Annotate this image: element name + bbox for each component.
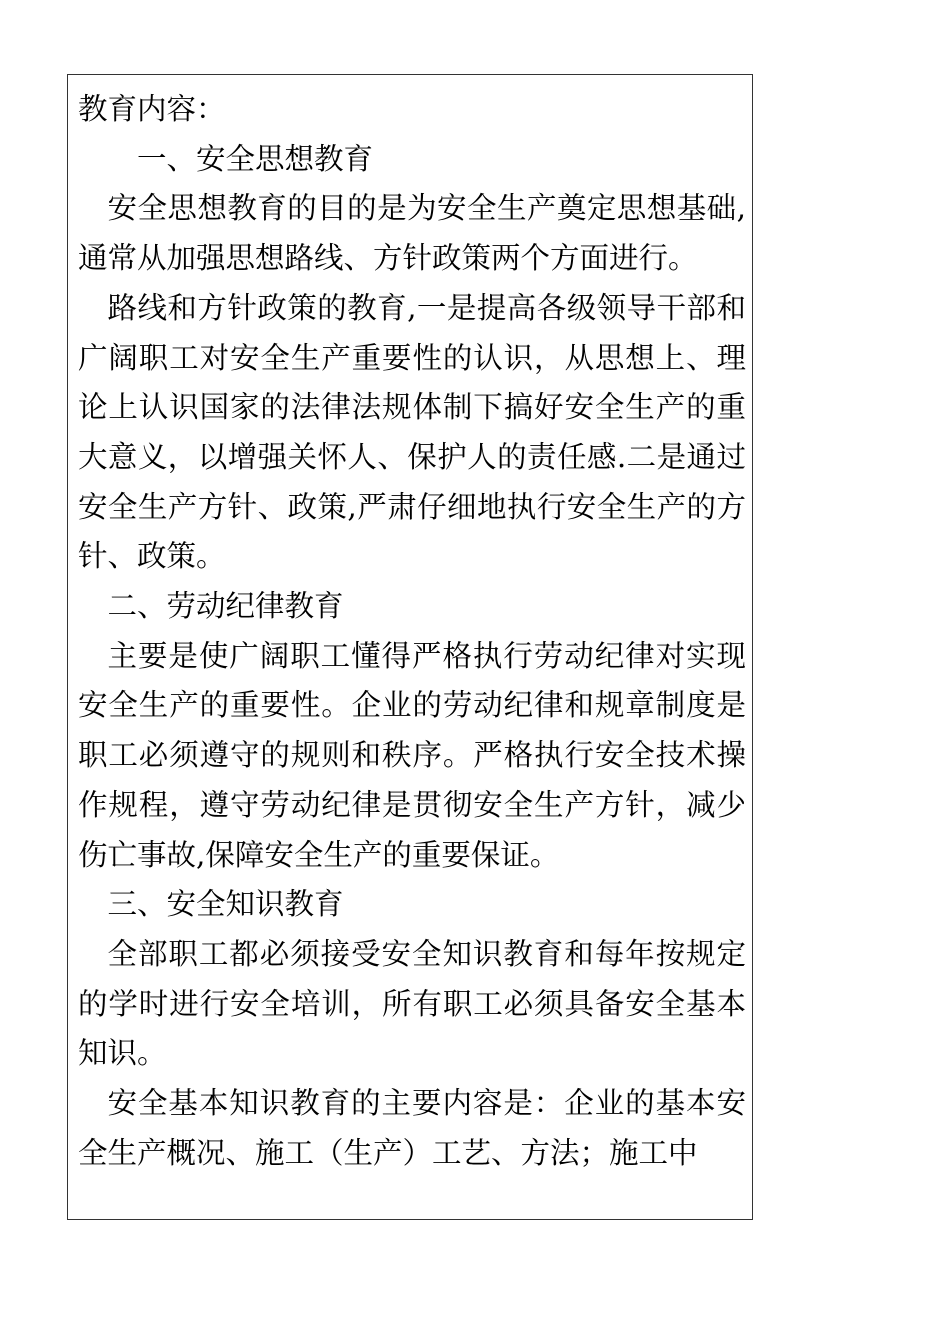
paragraph: 安全基本知识教育的主要内容是：企业的基本安全生产概况、施工（生产）工艺、方法；施工中: [78, 1086, 746, 1170]
paragraph: 安全思想教育的目的是为安全生产奠定思想基础,通常从加强思想路线、方针政策两个方面进行。: [78, 191, 746, 276]
section-heading-1: 一、安全思想教育: [137, 141, 374, 176]
paragraph: 主要是使广阔职工懂得严格执行劳动纪律对实现安全生产的重要性。企业的劳动纪律和规章制度是职工必须遵守的规则和秩序。严格执行安全技术操作规程，遵守劳动纪律是贯彻安全生产方针，减少伤亡事故,保障安全生产的重要保证。: [78, 638, 746, 872]
document-body: [78, 85, 746, 1178]
content-table-cell: [67, 74, 753, 1220]
section-heading-3: 三、安全知识教育: [107, 887, 344, 922]
document-title: 教育内容：: [78, 92, 226, 126]
paragraph: 全部职工都必须接受安全知识教育和每年按规定的学时进行安全培训，所有职工必须具备安全基本知识。: [78, 936, 746, 1071]
paragraph: 路线和方针政策的教育,一是提高各级领导干部和广阔职工对安全生产重要性的认识，从思想上、理论上认识国家的法律法规体制下搞好安全生产的重大意义，以增强关怀人、保护人的责任感.二是通过安全生产方针、政策,严肃仔细地执行安全生产的方针、政策。: [78, 290, 746, 574]
section-heading-2: 二、劳动纪律教育: [107, 589, 344, 624]
